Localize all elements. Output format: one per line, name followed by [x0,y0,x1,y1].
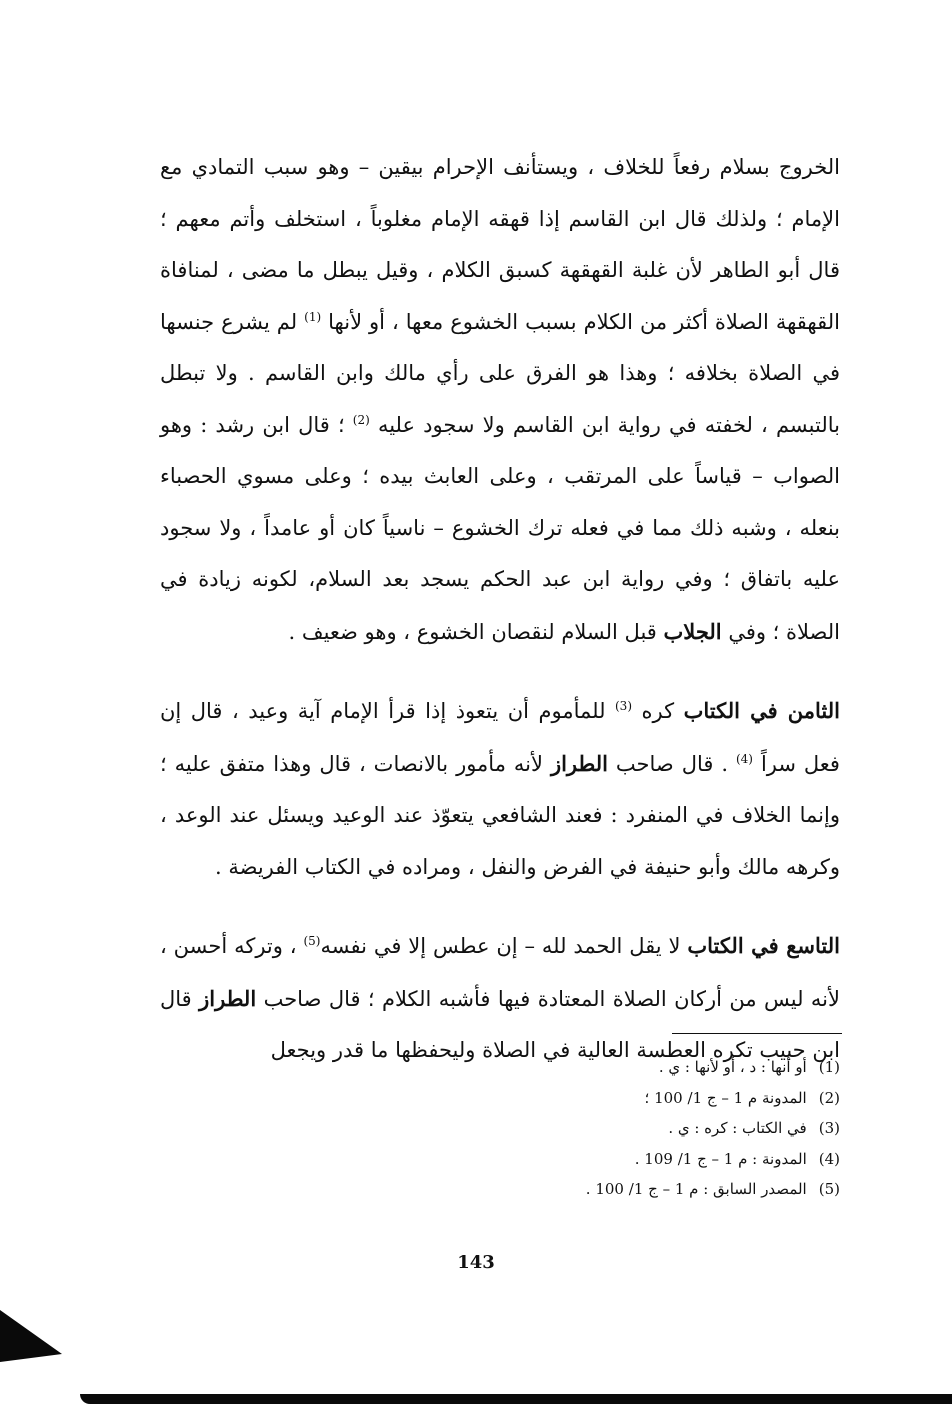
footnote-item [420,1113,840,1144]
footnote-number: (1) [818,1058,840,1076]
footnote-item [420,1052,840,1083]
scan-corner-shadow [0,1310,64,1370]
footnote-text: المصدر السابق : م 1 – ج 1/ 100 . [585,1180,807,1198]
footnote-ref-4: (4) [735,751,753,766]
footnote-item [420,1083,840,1114]
text-segment: لا يقل الحمد لله – إن عطس إلا في نفسه [320,934,681,958]
text-segment: كره [641,699,675,723]
bold-term-taraz: الطراز [199,985,257,1011]
footnote-ref-1: (1) [304,309,322,324]
footnote-number: (4) [818,1149,840,1168]
section-heading-ninth: التاسع في الكتاب [687,933,840,958]
main-text [160,142,840,1077]
section-heading-eighth: الثامن في الكتاب [683,698,840,723]
paragraph-2 [160,685,840,893]
scan-bottom-edge [80,1394,952,1404]
footnote-number: (3) [818,1119,840,1137]
bold-term-taraz: الطراز [550,750,608,776]
footnote-text: المدونة : م 1 – ج 1/ 109 . [634,1149,807,1168]
footnote-ref-2: (2) [352,412,370,427]
footnote-item [420,1144,840,1175]
text-segment: لم يشرع جنسها في الصلاة بخلافه ؛ وهذا هو الفرق على رأي مالك وابن القاسم . ولا تبطل بالتبسم ، لخفته في رواية ابن القاسم ولا سجود عليه [160,309,840,437]
text-segment: قال ابن حبيب تكره العطسة العالية في الصلاة وليحفظها ما قدر ويجعل [160,986,840,1062]
footnote-text: أو أنها : د ، أو لأنها : ي . [658,1058,807,1076]
footnote-ref-3: (3) [614,699,632,713]
footnote-number: (5) [818,1180,840,1198]
text-segment: ؛ قال ابن رشد : وهو الصواب – قياساً على المرتقب ، وعلى العابث بيده ؛ وعلى مسوي الحصباء بنعله ، وشبه ذلك مما في فعله ترك الخشوع – ناسياً كان أو عامداً ، ولا سجود عليه باتفاق ؛ وفي رواية ابن عبد الحكم يسجد بعد السلام، لكونه زيادة في الصلاة ؛ وفي [160,412,840,644]
text-segment: الخروج بسلام رفعاً للخلاف ، ويستأنف الإحرام بيقين – وهو سبب التمادي مع الإمام ؛ ولذلك قال ابن القاسم إذا قهقه الإمام مغلوباً ، استخلف وأتم معهم ؛ قال أبو الطاهر لأن غلبة القهقهة كسبق الكلام ، وقيل يبطل ما مضى ، لمنافاة القهقهة الصلاة أكثر من الكلام بسبب الخشوع معها ، أو لأنها [160,155,840,334]
text-segment: لأنه مأمور بالانصات ، قال وهذا متفق عليه ؛ وإنما الخلاف في المنفرد : فعند الشافعي يتعوّذ عند الوعيد ويسئل عند الوعد ، وكرهه مالك وأبو حنيفة في الفرض والنفل ، ومراده في الكتاب الفريضة . [160,751,840,879]
bold-term-jallab: الجلاب [663,618,722,644]
text-segment: . قال صاحب [615,751,729,776]
footnote-text: في الكتاب : كره : ي . [668,1119,807,1137]
footnotes [420,1052,840,1205]
footnote-ref-5: (5) [303,934,321,948]
page-number: 143 [457,1252,495,1273]
footnote-separator [672,1033,842,1034]
text-segment: للمأموم أن يتعوذ إذا قرأ الإمام آية وعيد ، قال إن فعل سراً [160,699,840,776]
paragraph-1 [160,142,840,658]
footnote-number: (2) [818,1088,840,1107]
footnote-text: المدونة م 1 – ج 1/ 100 ؛ [644,1088,807,1107]
footnote-item [420,1174,840,1205]
text-segment: قبل السلام لنقصان الخشوع ، وهو ضعيف . [288,619,657,644]
text-segment: ، وتركه أحسن ، لأنه ليس من أركان الصلاة المعتادة فيها فأشبه الكلام ؛ قال صاحب [160,934,840,1011]
